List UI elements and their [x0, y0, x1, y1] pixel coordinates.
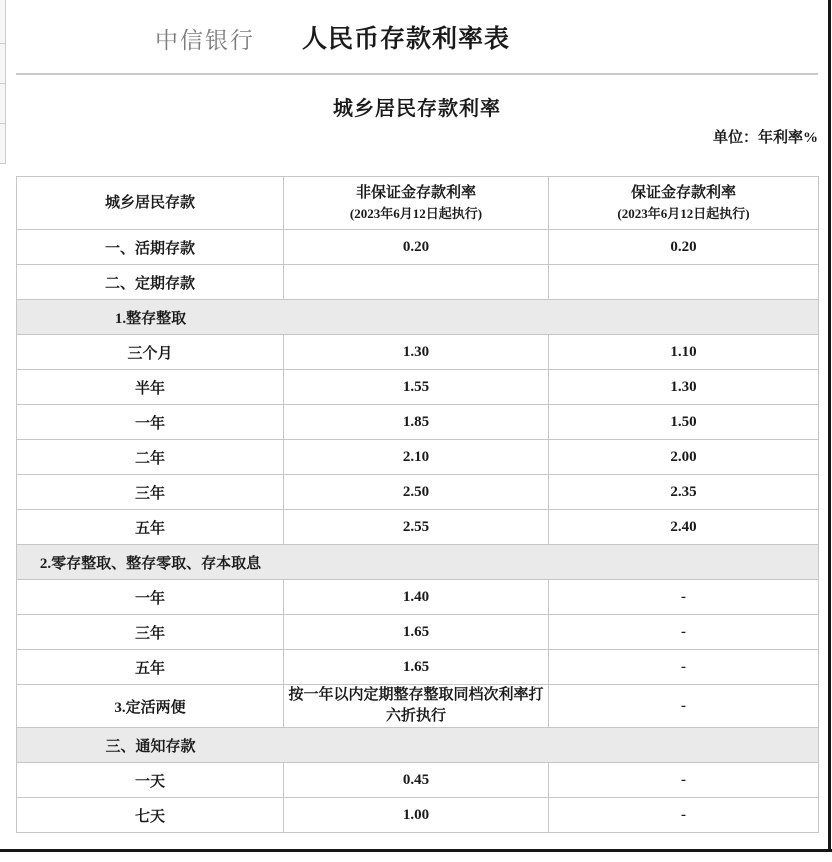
left-edge-tick [0, 163, 5, 164]
table-row [17, 440, 819, 475]
non-margin-rate-value [284, 265, 549, 300]
column-header-sublabel: (2023年6月12日起执行) [349, 206, 483, 221]
deposit-type-label: 三年 [17, 475, 284, 510]
deposit-type-label: 五年 [17, 650, 284, 685]
column-header-margin-rate [549, 177, 819, 230]
non-margin-rate-value: 0.45 [284, 763, 549, 798]
deposit-type-label: 三个月 [17, 335, 284, 370]
deposit-type-label: 一年 [17, 580, 284, 615]
non-margin-rate-value: 1.85 [284, 405, 549, 440]
table-row [17, 265, 819, 300]
rate-sheet [16, 0, 818, 833]
non-margin-rate-value: 2.55 [284, 510, 549, 545]
non-margin-rate-value: 1.55 [284, 370, 549, 405]
section-label: 三、通知存款 [105, 738, 196, 755]
column-header-label: 城乡居民存款 [104, 194, 195, 211]
section-label: 2.零存整取、整存零取、存本取息 [39, 555, 262, 572]
left-edge-tick [0, 43, 5, 44]
margin-rate-value: - [549, 580, 819, 615]
column-header-label: 非保证金存款利率 [355, 185, 476, 201]
deposit-type-label: 一、活期存款 [17, 230, 284, 265]
deposit-type-label: 3.定活两便 [17, 685, 284, 728]
margin-rate-value: 1.30 [549, 370, 819, 405]
non-margin-rate-value: 1.00 [284, 798, 549, 833]
left-edge-tick [0, 123, 5, 124]
table-row [17, 763, 819, 798]
margin-rate-value: 1.50 [549, 405, 819, 440]
deposit-type-label: 半年 [17, 370, 284, 405]
column-header-non-margin-rate [284, 177, 549, 230]
table-row [17, 685, 819, 728]
left-edge-tick [0, 83, 5, 84]
non-margin-rate-value: 1.65 [284, 615, 549, 650]
table-row [17, 510, 819, 545]
deposit-rate-table [16, 176, 819, 833]
margin-rate-value: - [549, 650, 819, 685]
section-row [17, 545, 819, 580]
deposit-type-label: 一年 [17, 405, 284, 440]
header-divider [16, 73, 818, 75]
table-subtitle: 城乡居民存款利率 [333, 98, 501, 120]
table-row [17, 475, 819, 510]
table-row [17, 230, 819, 265]
table-row [17, 798, 819, 833]
non-margin-rate-value: 按一年以内定期整存整取同档次利率打六折执行 [284, 685, 549, 728]
margin-rate-value: 2.00 [549, 440, 819, 475]
unit-note: 单位：年利率% [712, 130, 818, 146]
table-row [17, 615, 819, 650]
margin-rate-value: 2.35 [549, 475, 819, 510]
non-margin-rate-value: 1.30 [284, 335, 549, 370]
non-margin-rate-value: 1.65 [284, 650, 549, 685]
column-header-sublabel: (2023年6月12日起执行) [617, 206, 750, 221]
section-row [17, 300, 819, 335]
column-header-label: 保证金存款利率 [630, 185, 736, 201]
margin-rate-value: 0.20 [549, 230, 819, 265]
non-margin-rate-value: 2.10 [284, 440, 549, 475]
margin-rate-value: 1.10 [549, 335, 819, 370]
margin-rate-value: - [549, 615, 819, 650]
table-header-row [17, 177, 819, 230]
table-row [17, 405, 819, 440]
bank-logo-text: 中信银行 [155, 27, 255, 53]
left-edge-artifact [0, 0, 6, 164]
deposit-type-label: 三年 [17, 615, 284, 650]
margin-rate-value: - [549, 763, 819, 798]
section-label: 1.整存整取 [114, 310, 187, 327]
header-band [16, 0, 818, 55]
deposit-type-label: 一天 [17, 763, 284, 798]
margin-rate-value: - [549, 685, 819, 728]
margin-rate-value: - [549, 798, 819, 833]
non-margin-rate-value: 1.40 [284, 580, 549, 615]
column-header-deposit-type [17, 177, 284, 230]
page-title: 人民币存款利率表 [302, 26, 511, 53]
non-margin-rate-value: 2.50 [284, 475, 549, 510]
window-right-edge [828, 0, 831, 852]
table-row [17, 650, 819, 685]
table-row [17, 580, 819, 615]
margin-rate-value: 2.40 [549, 510, 819, 545]
footer-rule [0, 849, 832, 852]
margin-rate-value [549, 265, 819, 300]
section-row [17, 728, 819, 763]
deposit-type-label: 二年 [17, 440, 284, 475]
deposit-type-label: 二、定期存款 [17, 265, 284, 300]
table-row [17, 370, 819, 405]
deposit-type-label: 五年 [17, 510, 284, 545]
deposit-type-label: 七天 [17, 798, 284, 833]
table-row [17, 335, 819, 370]
non-margin-rate-value: 0.20 [284, 230, 549, 265]
